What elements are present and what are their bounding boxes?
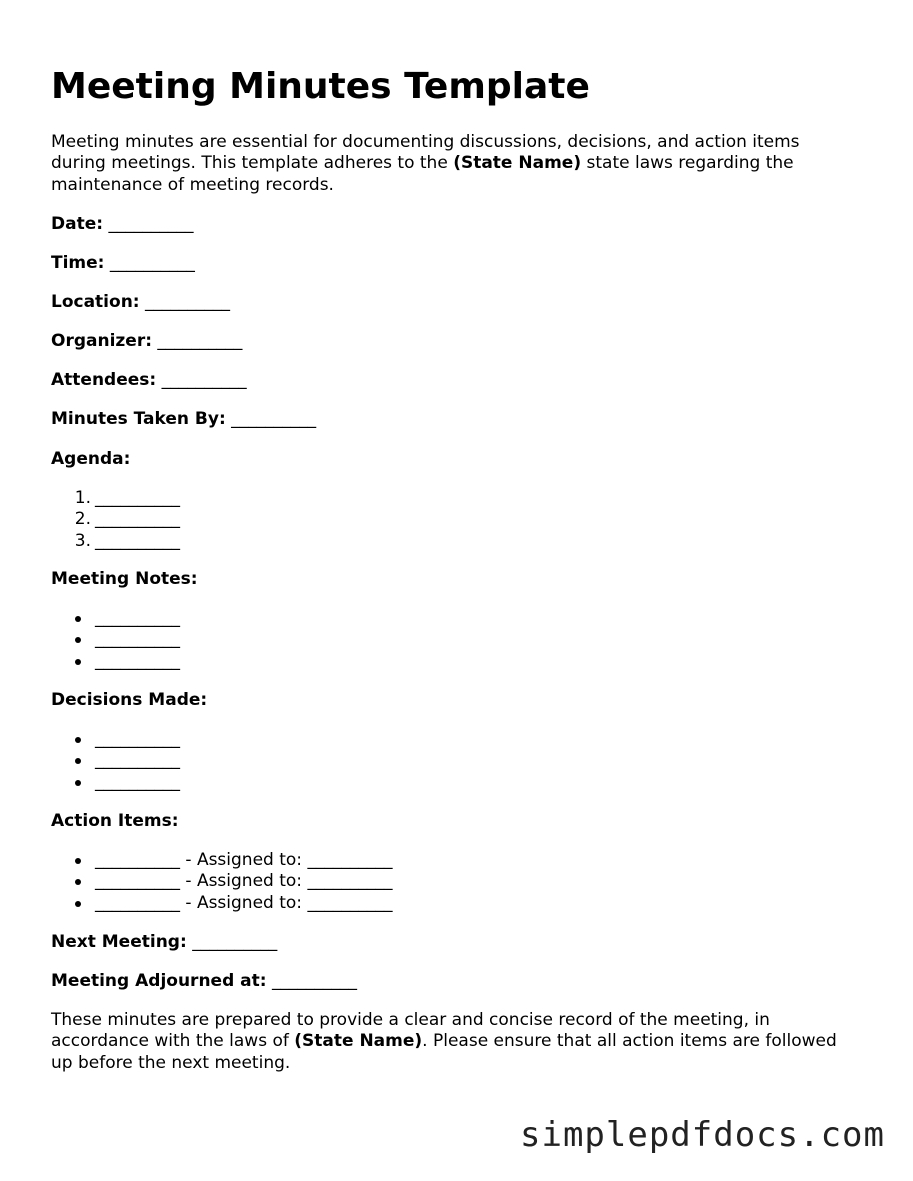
agenda-blank: __________	[95, 488, 180, 508]
meeting-notes-list	[51, 608, 180, 672]
list-item	[51, 651, 180, 672]
decision-blank: __________	[95, 771, 180, 792]
intro-text-part2: state laws regarding the maintenance of meeting records.	[51, 153, 794, 195]
action-items-label: Action Items:	[51, 811, 179, 831]
meeting-notes-label: Meeting Notes:	[51, 569, 198, 589]
closing-paragraph	[51, 1010, 851, 1074]
organizer-field	[51, 331, 242, 352]
assignee-blank: __________	[307, 850, 393, 870]
outro-state-name: (State Name)	[294, 1031, 423, 1052]
list-item	[51, 871, 392, 892]
outro-text-part1: These minutes are prepared to provide a clear and concise record of the meeting, in accordance with the laws of	[51, 1010, 770, 1052]
intro-state-name: (State Name)	[453, 153, 582, 174]
bullet-icon	[75, 758, 81, 764]
bullet-icon	[75, 737, 81, 743]
meeting-adjourned-blank: __________	[271, 971, 357, 991]
meeting-notes-heading	[51, 569, 198, 590]
assigned-to-text: - Assigned to:	[180, 871, 308, 892]
decisions-list	[51, 729, 180, 793]
location-field	[51, 292, 230, 313]
agenda-number: 2.	[74, 509, 91, 530]
outro-text-part2: . Please ensure that all action items are followed up before the next meeting.	[51, 1031, 837, 1073]
location-blank: __________	[145, 292, 231, 312]
meeting-adjourned-field	[51, 971, 357, 992]
page-title: Meeting Minutes Template	[51, 66, 590, 107]
list-item	[51, 893, 392, 914]
next-meeting-field	[51, 932, 277, 953]
decisions-made-label: Decisions Made:	[51, 690, 208, 710]
list-item	[51, 750, 180, 771]
minutes-taken-by-label: Minutes Taken By:	[51, 409, 226, 429]
minutes-taken-by-blank: __________	[231, 409, 317, 429]
action-blank: __________	[95, 892, 180, 913]
bullet-icon	[75, 659, 81, 665]
date-field	[51, 214, 193, 235]
attendees-blank: __________	[161, 370, 247, 390]
intro-paragraph	[51, 132, 851, 196]
action-blank: __________	[95, 871, 180, 892]
time-label: Time:	[51, 253, 105, 273]
organizer-label: Organizer:	[51, 331, 153, 351]
list-item	[51, 629, 180, 650]
agenda-blank: __________	[95, 530, 180, 551]
list-item	[51, 509, 180, 530]
agenda-blank: __________	[95, 509, 180, 530]
list-item	[51, 729, 180, 750]
action-blank: __________	[95, 850, 180, 870]
bullet-icon	[75, 780, 81, 786]
note-blank: __________	[95, 608, 180, 628]
watermark-text: simplepdfdocs.com	[520, 1115, 885, 1155]
bullet-icon	[75, 879, 81, 885]
minutes-taken-by-field	[51, 409, 316, 430]
meeting-adjourned-label: Meeting Adjourned at:	[51, 971, 267, 991]
date-blank: __________	[108, 214, 194, 234]
attendees-field	[51, 370, 247, 391]
list-item	[51, 531, 180, 552]
decision-blank: __________	[95, 750, 180, 771]
agenda-number: 3.	[74, 530, 91, 551]
bullet-icon	[75, 637, 81, 643]
agenda-heading	[51, 449, 130, 470]
assigned-to-text: - Assigned to:	[180, 892, 308, 913]
decisions-made-heading	[51, 690, 207, 711]
action-items-heading	[51, 811, 179, 832]
location-label: Location:	[51, 292, 140, 312]
list-item	[51, 850, 392, 871]
note-blank: __________	[95, 650, 180, 671]
assignee-blank: __________	[307, 892, 393, 913]
agenda-label: Agenda:	[51, 449, 131, 469]
note-blank: __________	[95, 629, 180, 650]
bullet-icon	[75, 901, 81, 907]
attendees-label: Attendees:	[51, 370, 157, 390]
organizer-blank: __________	[157, 331, 243, 351]
decision-blank: __________	[95, 729, 180, 749]
next-meeting-blank: __________	[192, 932, 278, 952]
action-items-list	[51, 850, 392, 914]
agenda-list	[51, 488, 180, 552]
next-meeting-label: Next Meeting:	[51, 932, 187, 952]
bullet-icon	[75, 858, 81, 864]
list-item	[51, 608, 180, 629]
bullet-icon	[75, 616, 81, 622]
assigned-to-text: - Assigned to:	[180, 850, 308, 870]
time-blank: __________	[109, 253, 195, 273]
intro-text-part1: Meeting minutes are essential for documenting discussions, decisions, and action items during meetings. This template adheres to the	[51, 132, 800, 174]
agenda-number: 1.	[74, 488, 91, 508]
assignee-blank: __________	[307, 871, 393, 892]
date-label: Date:	[51, 214, 104, 234]
list-item	[51, 488, 180, 509]
time-field	[51, 253, 195, 274]
list-item	[51, 772, 180, 793]
